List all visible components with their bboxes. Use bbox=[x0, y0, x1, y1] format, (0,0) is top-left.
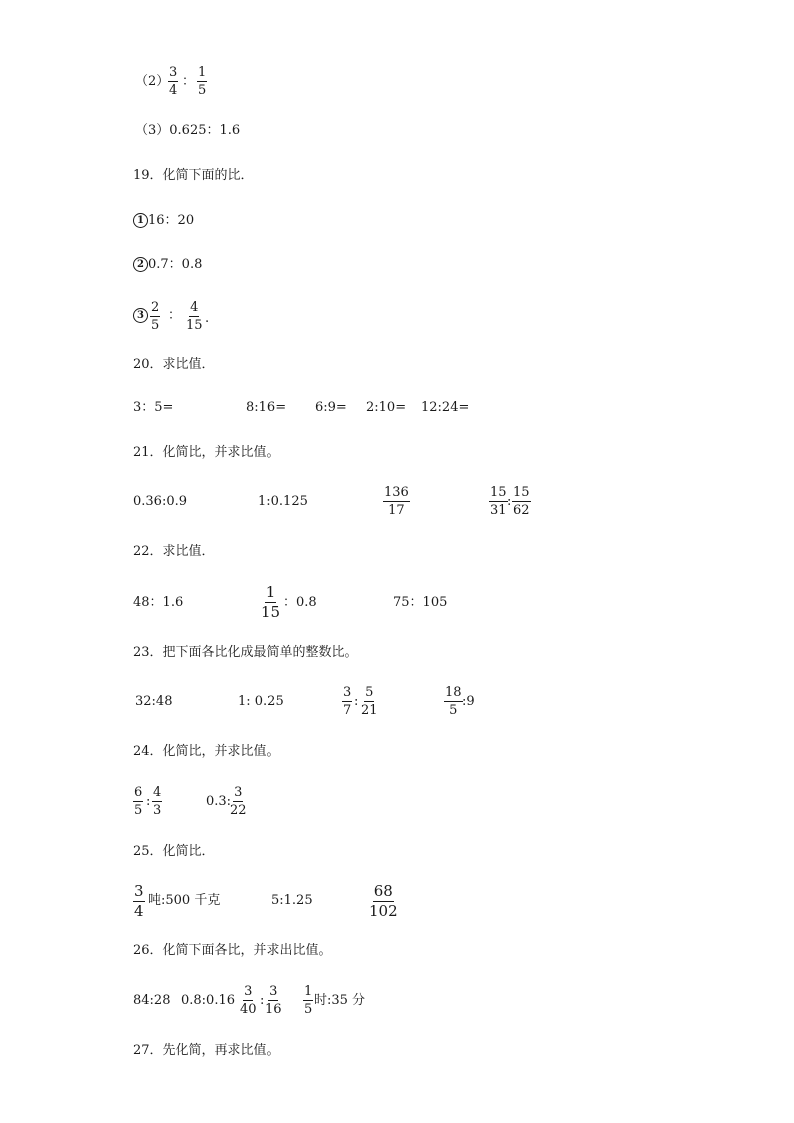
circled-number: 3 bbox=[133, 308, 148, 323]
q22-item: 75：105 bbox=[393, 595, 448, 610]
fraction: $\frac{1}{5}$ bbox=[304, 984, 313, 1017]
q23-item: 1: 0.25 bbox=[238, 694, 284, 709]
fraction: $\frac{1}{15}$ bbox=[261, 583, 281, 621]
question-23-title: 23．把下面各比化成最简单的整数比。 bbox=[133, 645, 358, 660]
q20-item: 6:9= bbox=[315, 400, 347, 415]
q19-item-1: 1 16：20 bbox=[133, 213, 194, 228]
fraction: $\frac{3}{4}$ bbox=[134, 882, 144, 920]
q20-item: 12:24= bbox=[421, 400, 470, 415]
circled-number: 2 bbox=[133, 257, 148, 272]
fraction: $\frac{3}{40}$ bbox=[240, 984, 257, 1017]
q19-item-2: 2 0.7：0.8 bbox=[133, 257, 202, 272]
q23-item: 32:48 bbox=[135, 694, 173, 709]
question-24-title: 24．化简比，并求比值。 bbox=[133, 744, 280, 759]
question-25-title: 25．化简比． bbox=[133, 844, 215, 859]
q21-item: 1:0.125 bbox=[258, 494, 308, 509]
problem-18-part3: （3）0.625：1.6 bbox=[135, 123, 241, 138]
question-20-title: 20．求比值． bbox=[133, 357, 215, 372]
fraction: $\frac{2}{5}$ bbox=[151, 300, 160, 333]
q25-item: 5:1.25 bbox=[271, 893, 313, 908]
fraction: $\frac{6}{5}$ bbox=[134, 785, 143, 818]
fraction: $\frac{4}{15}$ bbox=[186, 300, 203, 333]
fraction: $\frac{18}{5}$ bbox=[445, 685, 462, 718]
question-22-title: 22．求比值． bbox=[133, 544, 215, 559]
q21-item: 0.36:0.9 bbox=[133, 494, 187, 509]
q22-item: 48：1.6 bbox=[133, 595, 184, 610]
q25-fraction: $\frac{68}{102}$ bbox=[369, 882, 398, 920]
q26-item: 0.8:0.16 bbox=[181, 993, 235, 1008]
question-19-title: 19．化简下面的比． bbox=[133, 168, 254, 183]
fraction: $\frac{5}{21}$ bbox=[361, 685, 378, 718]
q21-fraction: $\frac{136}{17}$ bbox=[384, 485, 409, 518]
part-label: （2） bbox=[135, 74, 170, 89]
fraction: $\frac{15}{62}$ bbox=[513, 485, 530, 518]
fraction: $\frac{1}{5}$ bbox=[198, 65, 207, 98]
question-27-title: 27．先化简，再求比值。 bbox=[133, 1043, 280, 1058]
question-26-title: 26．化简下面各比，并求出比值。 bbox=[133, 943, 332, 958]
q20-item: 3：5= bbox=[133, 400, 174, 415]
fraction: $\frac{4}{3}$ bbox=[153, 785, 162, 818]
fraction: $\frac{3}{4}$ bbox=[169, 65, 178, 98]
question-21-title: 21．化简比，并求比值。 bbox=[133, 445, 280, 460]
fraction: $\frac{15}{31}$ bbox=[490, 485, 507, 518]
q26-item: 84:28 bbox=[133, 993, 171, 1008]
fraction: $\frac{3}{16}$ bbox=[265, 984, 282, 1017]
fraction: $\frac{3}{7}$ bbox=[343, 685, 352, 718]
circled-number: 1 bbox=[133, 213, 148, 228]
q20-item: 2:10= bbox=[366, 400, 407, 415]
fraction: $\frac{3}{22}$ bbox=[230, 785, 247, 818]
q20-item: 8:16= bbox=[246, 400, 287, 415]
